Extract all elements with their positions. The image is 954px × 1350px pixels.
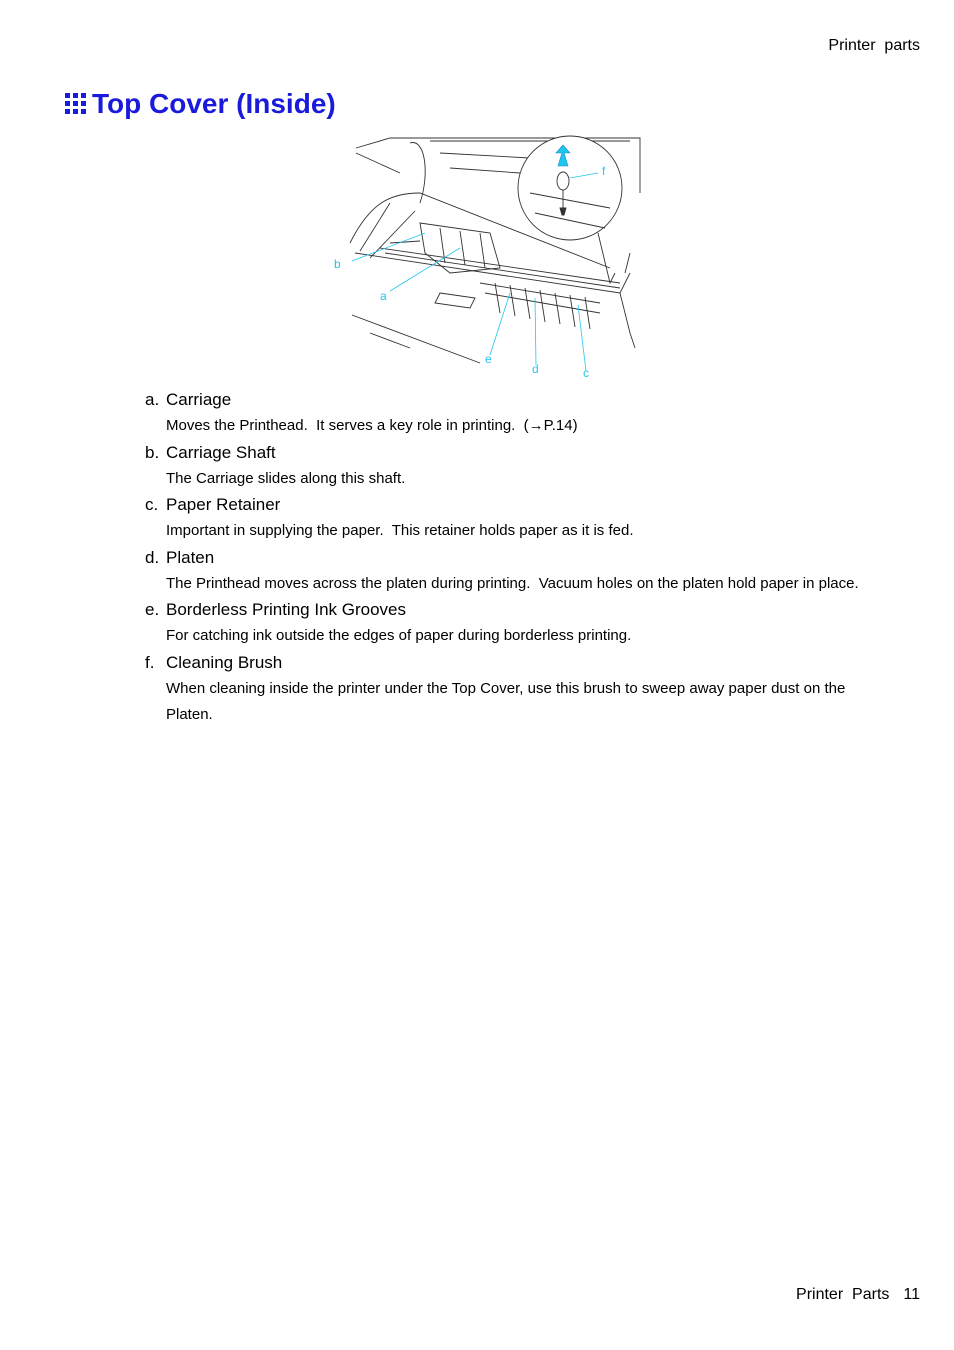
callout-f: f	[602, 164, 606, 178]
part-description: The Carriage slides along this shaft.	[166, 469, 406, 487]
part-letter: f.	[145, 652, 155, 672]
part-item-carriage	[145, 387, 885, 440]
callout-c: c	[583, 366, 589, 380]
part-name: Platen	[166, 547, 215, 567]
grid-bullet-icon	[64, 92, 88, 116]
callout-a: a	[380, 289, 387, 303]
page-title	[64, 88, 336, 120]
part-description: For catching ink outside the edges of paper during borderless printing.	[166, 627, 632, 644]
part-name: Paper Retainer	[166, 495, 281, 514]
part-item-borderless-ink-grooves	[145, 597, 885, 650]
part-name: Borderless Printing Ink Grooves	[166, 600, 406, 619]
page-title-text: Top Cover (Inside)	[92, 88, 336, 119]
part-item-carriage-shaft	[145, 440, 885, 493]
printer-diagram	[330, 133, 642, 383]
printer-inside-illustration	[330, 133, 642, 383]
part-letter: c.	[145, 495, 159, 514]
footer-section-label: Printer Parts	[796, 1286, 890, 1303]
part-description: When cleaning inside the printer under the Top Cover, use this brush to sweep away paper dust on the Platen.	[166, 679, 850, 723]
running-footer	[796, 1286, 920, 1304]
part-name: Carriage Shaft	[166, 442, 276, 462]
callout-d: d	[532, 362, 539, 376]
callout-b: b	[334, 257, 341, 271]
part-name: Carriage	[166, 390, 232, 409]
header-section-label: Printer parts	[828, 37, 920, 54]
part-item-platen	[145, 545, 885, 598]
parts-list	[145, 387, 885, 729]
part-letter: a.	[145, 390, 160, 409]
page-number: 11	[903, 1286, 920, 1303]
part-item-paper-retainer	[145, 492, 885, 545]
part-item-cleaning-brush	[145, 650, 885, 729]
part-description: Moves the Printhead. It serves a key role in printing. (→P.14)	[166, 417, 578, 434]
part-description: The Printhead moves across the platen during printing. Vacuum holes on the platen hold paper in place.	[166, 574, 859, 592]
part-name: Cleaning Brush	[166, 652, 283, 672]
running-header	[828, 37, 920, 55]
part-letter: d.	[145, 547, 160, 567]
callout-e: e	[485, 352, 492, 366]
part-description: Important in supplying the paper. This retainer holds paper as it is fed.	[166, 522, 634, 539]
part-letter: e.	[145, 600, 160, 619]
part-letter: b.	[145, 442, 160, 462]
